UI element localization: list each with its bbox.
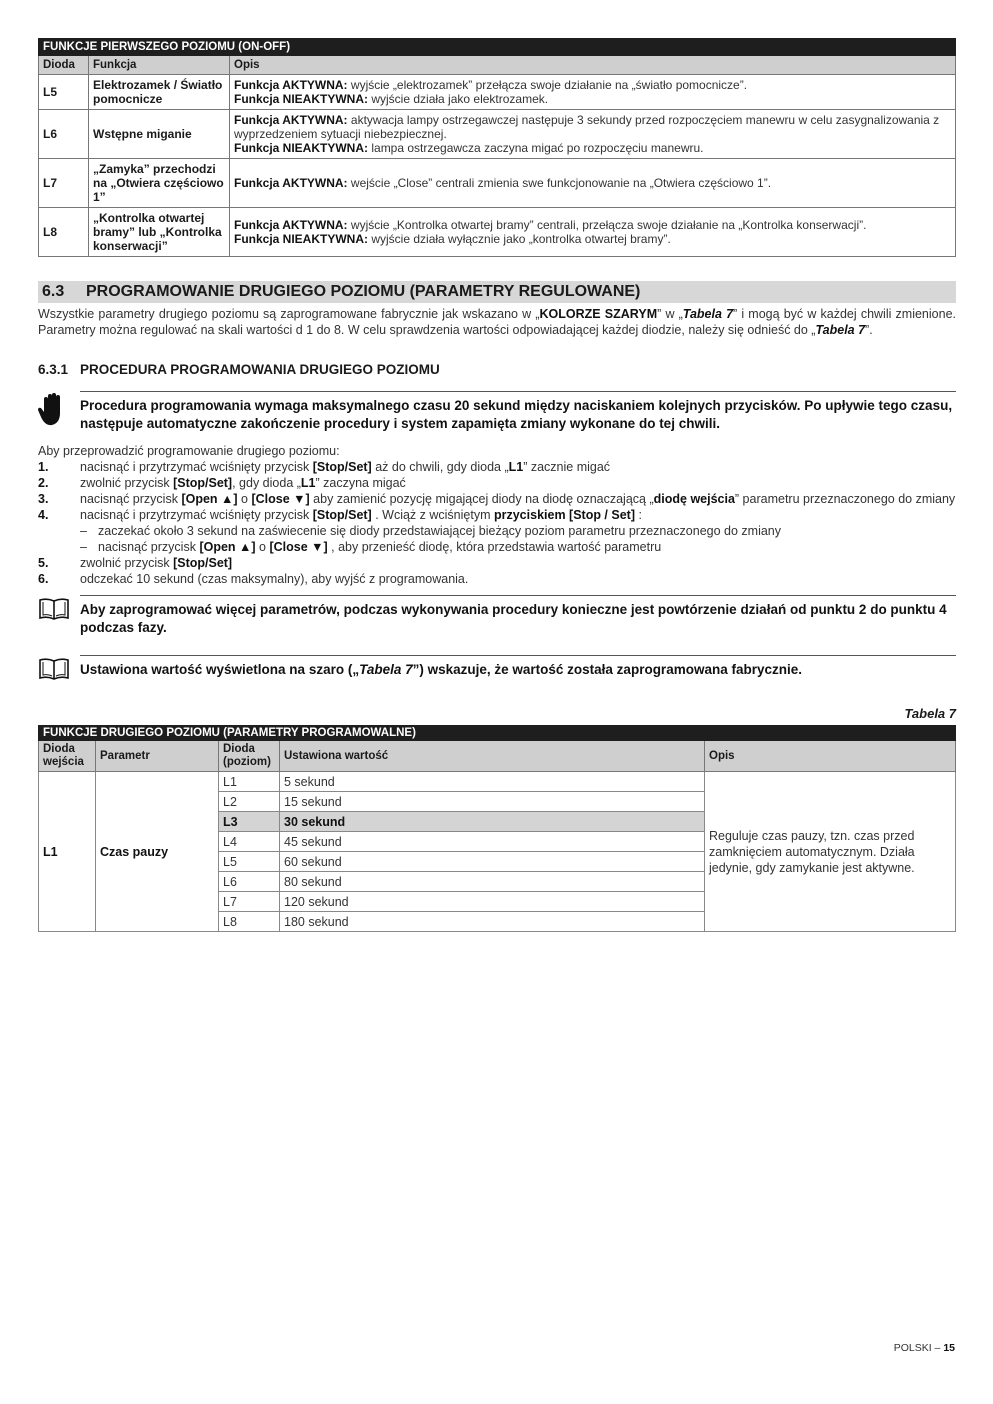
intro-text: ” w „ xyxy=(657,307,683,321)
intro-text: ” i mogą być w każdej chwili zmienione. Parametry można regulować na skali wartości d 1 do 8. W celu sprawdzenia wartości odpowiadającej każdej diodzie, należy się odnieść do „ xyxy=(38,307,956,337)
table-reference: Tabela 7 xyxy=(682,307,734,321)
active-text: wejście „Close” centrali zmienia swe funkcjonowanie na „Otwiera częściowo 1”. xyxy=(347,176,772,190)
step-number: 6. xyxy=(38,572,49,586)
value-cell: 30 sekund xyxy=(280,812,705,832)
button-name: [Stop/Set] xyxy=(312,508,372,522)
step-text: ” zacznie migać xyxy=(523,460,611,474)
first-level-functions-table xyxy=(38,38,956,257)
active-text: aktywacja lampy ostrzegawczej następuje 3 sekundy przed rozpoczęciem manewru w celu zasygnalizowania z wyprzedzeniem sytuacji niebezpiecznej. xyxy=(234,113,940,141)
button-name: przyciskiem [Stop / Set] xyxy=(493,508,635,522)
list-item xyxy=(38,491,956,507)
function-cell: Elektrozamek / Światło pomocnicze xyxy=(89,75,230,110)
dash-bullet: – xyxy=(80,524,87,538)
list-item xyxy=(38,507,956,523)
button-name: [Stop/Set] xyxy=(173,476,233,490)
procedure-steps xyxy=(38,443,956,587)
led-name: L1 xyxy=(300,476,316,490)
button-name: [Stop/Set] xyxy=(312,460,372,474)
column-header: Ustawiona wartość xyxy=(280,741,705,772)
value-cell: 180 sekund xyxy=(280,912,705,932)
step-text: aby zamienić pozycję migającej diody na diodę oznaczającą „ xyxy=(309,492,654,506)
intro-text: Wszystkie parametry drugiego poziomu są zaprogramowane fabrycznie jak wskazano w „ xyxy=(38,307,540,321)
dash-bullet: – xyxy=(80,540,87,554)
inactive-text: lampa ostrzegawcza zaczyna migać po rozpoczęciu manewru. xyxy=(368,141,704,155)
level-cell: L2 xyxy=(219,792,280,812)
active-text: wyjście „Kontrolka otwartej bramy” centrali, przełącza swoje działanie na „Kontrolka konserwacji”. xyxy=(347,218,867,232)
step-text: o xyxy=(237,492,252,506)
column-header: Opis xyxy=(705,741,956,772)
value-cell: 15 sekund xyxy=(280,792,705,812)
list-item xyxy=(38,475,956,491)
step-text: nacisnąć i przytrzymać wciśnięty przycisk xyxy=(80,508,313,522)
table-caption: Tabela 7 xyxy=(904,706,956,721)
substep-text: nacisnąć przycisk xyxy=(98,540,200,554)
active-text: wyjście „elektrozamek” przełącza swoje działanie na „światło pomocnicze”. xyxy=(347,78,748,92)
level-cell: L8 xyxy=(219,912,280,932)
step-text: aż do chwili, gdy dioda „ xyxy=(371,460,509,474)
column-header: Dioda xyxy=(39,56,89,75)
step-text: zwolnić przycisk xyxy=(80,476,174,490)
step-text: . Wciąż z wciśniętym xyxy=(371,508,494,522)
step-number: 3. xyxy=(38,492,49,506)
inactive-label: Funkcja NIEAKTYWNA: xyxy=(234,232,369,246)
inactive-label: Funkcja NIEAKTYWNA: xyxy=(234,141,369,155)
step-text: zwolnić przycisk xyxy=(80,556,174,570)
button-name: [Stop/Set] xyxy=(173,556,233,570)
step-text: nacisnąć przycisk xyxy=(80,492,182,506)
description-cell xyxy=(230,159,956,208)
description-cell: Reguluje czas pauzy, tzn. czas przed zamknięciem automatycznym. Działa jedynie, gdy zamykanie jest aktywne. xyxy=(705,772,956,932)
inactive-text: wyjście działa jako elektrozamek. xyxy=(368,92,549,106)
subsection-number: 6.3.1 xyxy=(38,362,69,377)
function-cell: „Zamyka” przechodzi na „Otwiera częściowo 1” xyxy=(89,159,230,208)
table-row xyxy=(39,110,956,159)
hand-stop-icon xyxy=(38,391,80,433)
table-title: FUNKCJE PIERWSZEGO POZIOMU (ON-OFF) xyxy=(39,39,956,56)
value-cell: 5 sekund xyxy=(280,772,705,792)
button-name: [Open ▲] xyxy=(181,492,238,506)
info-note-text xyxy=(80,655,956,686)
second-level-parameters-table xyxy=(38,725,956,932)
description-cell xyxy=(230,75,956,110)
level-cell: L7 xyxy=(219,892,280,912)
substep-text: zaczekać około 3 sekund na zaświecenie się diody przedstawiającej bieżący poziom parametru przeznaczonego do zmiany xyxy=(98,524,782,538)
table-row xyxy=(39,75,956,110)
intro-bold: KOLORZE SZARYM xyxy=(539,307,658,321)
level-cell: L5 xyxy=(219,852,280,872)
level-cell: L4 xyxy=(219,832,280,852)
steps-intro: Aby przeprowadzić programowanie drugiego poziomu: xyxy=(38,444,340,458)
level-cell: L6 xyxy=(219,872,280,892)
value-cell: 60 sekund xyxy=(280,852,705,872)
intro-text: ”. xyxy=(865,323,873,337)
column-header: Funkcja xyxy=(89,56,230,75)
section-title: PROGRAMOWANIE DRUGIEGO POZIOMU (PARAMETRY REGULOWANE) xyxy=(86,283,641,300)
step-text: ” parametru przeznaczonego do zmiany xyxy=(734,492,956,506)
inactive-label: Funkcja NIEAKTYWNA: xyxy=(234,92,369,106)
column-header: Parametr xyxy=(96,741,219,772)
section-intro xyxy=(38,306,956,338)
parameter-cell: Czas pauzy xyxy=(96,772,219,932)
substep-text: o xyxy=(255,540,270,554)
led-cell: L7 xyxy=(39,159,89,208)
substep-text: , aby przenieść diodę, która przedstawia wartość parametru xyxy=(327,540,662,554)
list-item xyxy=(38,459,956,475)
description-cell xyxy=(230,208,956,257)
info-note-text: Aby zaprogramować więcej parametrów, podczas wykonywania procedury konieczne jest powtórzenie działań od punktu 2 do punktu 4 podczas fazy. xyxy=(80,595,956,637)
input-led-cell: L1 xyxy=(39,772,96,932)
table-row xyxy=(39,208,956,257)
list-item xyxy=(38,571,956,587)
step-number: 4. xyxy=(38,508,49,522)
column-header: Dioda (poziom) xyxy=(219,741,280,772)
active-label: Funkcja AKTYWNA: xyxy=(234,176,348,190)
description-cell xyxy=(230,110,956,159)
info-note xyxy=(38,655,956,686)
step-bold: diodę wejścia xyxy=(653,492,735,506)
section-heading xyxy=(38,281,956,303)
led-cell: L8 xyxy=(39,208,89,257)
note-text: Ustawiona wartość wyświetlona na szaro („ xyxy=(80,662,360,677)
list-item xyxy=(38,523,956,539)
table-reference: Tabela 7 xyxy=(815,323,866,337)
value-cell: 45 sekund xyxy=(280,832,705,852)
book-icon xyxy=(38,595,80,637)
warning-note xyxy=(38,391,956,433)
warning-text: Procedura programowania wymaga maksymalnego czasu 20 sekund między naciskaniem kolejnych przycisków. Po upływie tego czasu, następuje automatyczne zakończenie procedury i system zapamięta zmiany wykonane do tej chwili. xyxy=(80,391,956,433)
table-title: FUNKCJE DRUGIEGO POZIOMU (PARAMETRY PROGRAMOWALNE) xyxy=(39,726,956,741)
step-number: 1. xyxy=(38,460,49,474)
table-row xyxy=(39,772,956,792)
step-text: : xyxy=(635,508,642,522)
button-name: [Close ▼] xyxy=(251,492,310,506)
step-text: odczekać 10 sekund (czas maksymalny), aby wyjść z programowania. xyxy=(80,572,469,586)
book-icon xyxy=(38,655,80,686)
subsection-heading xyxy=(38,362,956,377)
table-reference: Tabela 7 xyxy=(359,662,413,677)
active-label: Funkcja AKTYWNA: xyxy=(234,78,348,92)
step-number: 2. xyxy=(38,476,49,490)
section-number: 6.3 xyxy=(42,283,65,300)
function-cell: Wstępne miganie xyxy=(89,110,230,159)
step-text: ” zaczyna migać xyxy=(315,476,406,490)
value-cell: 120 sekund xyxy=(280,892,705,912)
active-label: Funkcja AKTYWNA: xyxy=(234,218,348,232)
led-cell: L5 xyxy=(39,75,89,110)
button-name: [Close ▼] xyxy=(269,540,328,554)
value-cell: 80 sekund xyxy=(280,872,705,892)
footer-language: POLSKI – xyxy=(893,1342,944,1354)
button-name: [Open ▲] xyxy=(199,540,256,554)
led-cell: L6 xyxy=(39,110,89,159)
page-number: 15 xyxy=(943,1342,955,1354)
level-cell: L1 xyxy=(219,772,280,792)
level-cell: L3 xyxy=(219,812,280,832)
column-header: Opis xyxy=(230,56,956,75)
inactive-text: wyjście działa wyłącznie jako „kontrolka otwartej bramy”. xyxy=(368,232,671,246)
step-text: nacisnąć i przytrzymać wciśnięty przycisk xyxy=(80,460,313,474)
step-text: , gdy dioda „ xyxy=(232,476,301,490)
list-item xyxy=(38,539,956,555)
column-header: Dioda wejścia xyxy=(39,741,96,772)
active-label: Funkcja AKTYWNA: xyxy=(234,113,348,127)
table-row xyxy=(39,159,956,208)
subsection-title: PROCEDURA PROGRAMOWANIA DRUGIEGO POZIOMU xyxy=(80,362,440,377)
list-item xyxy=(38,555,956,571)
step-number: 5. xyxy=(38,556,49,570)
manual-page xyxy=(38,38,956,932)
note-text: ”) wskazuje, że wartość została zaprogramowana fabrycznie. xyxy=(412,662,802,677)
page-footer xyxy=(894,1342,955,1354)
info-note xyxy=(38,595,956,637)
led-name: L1 xyxy=(508,460,524,474)
function-cell: „Kontrolka otwartej bramy” lub „Kontrolka konserwacji” xyxy=(89,208,230,257)
